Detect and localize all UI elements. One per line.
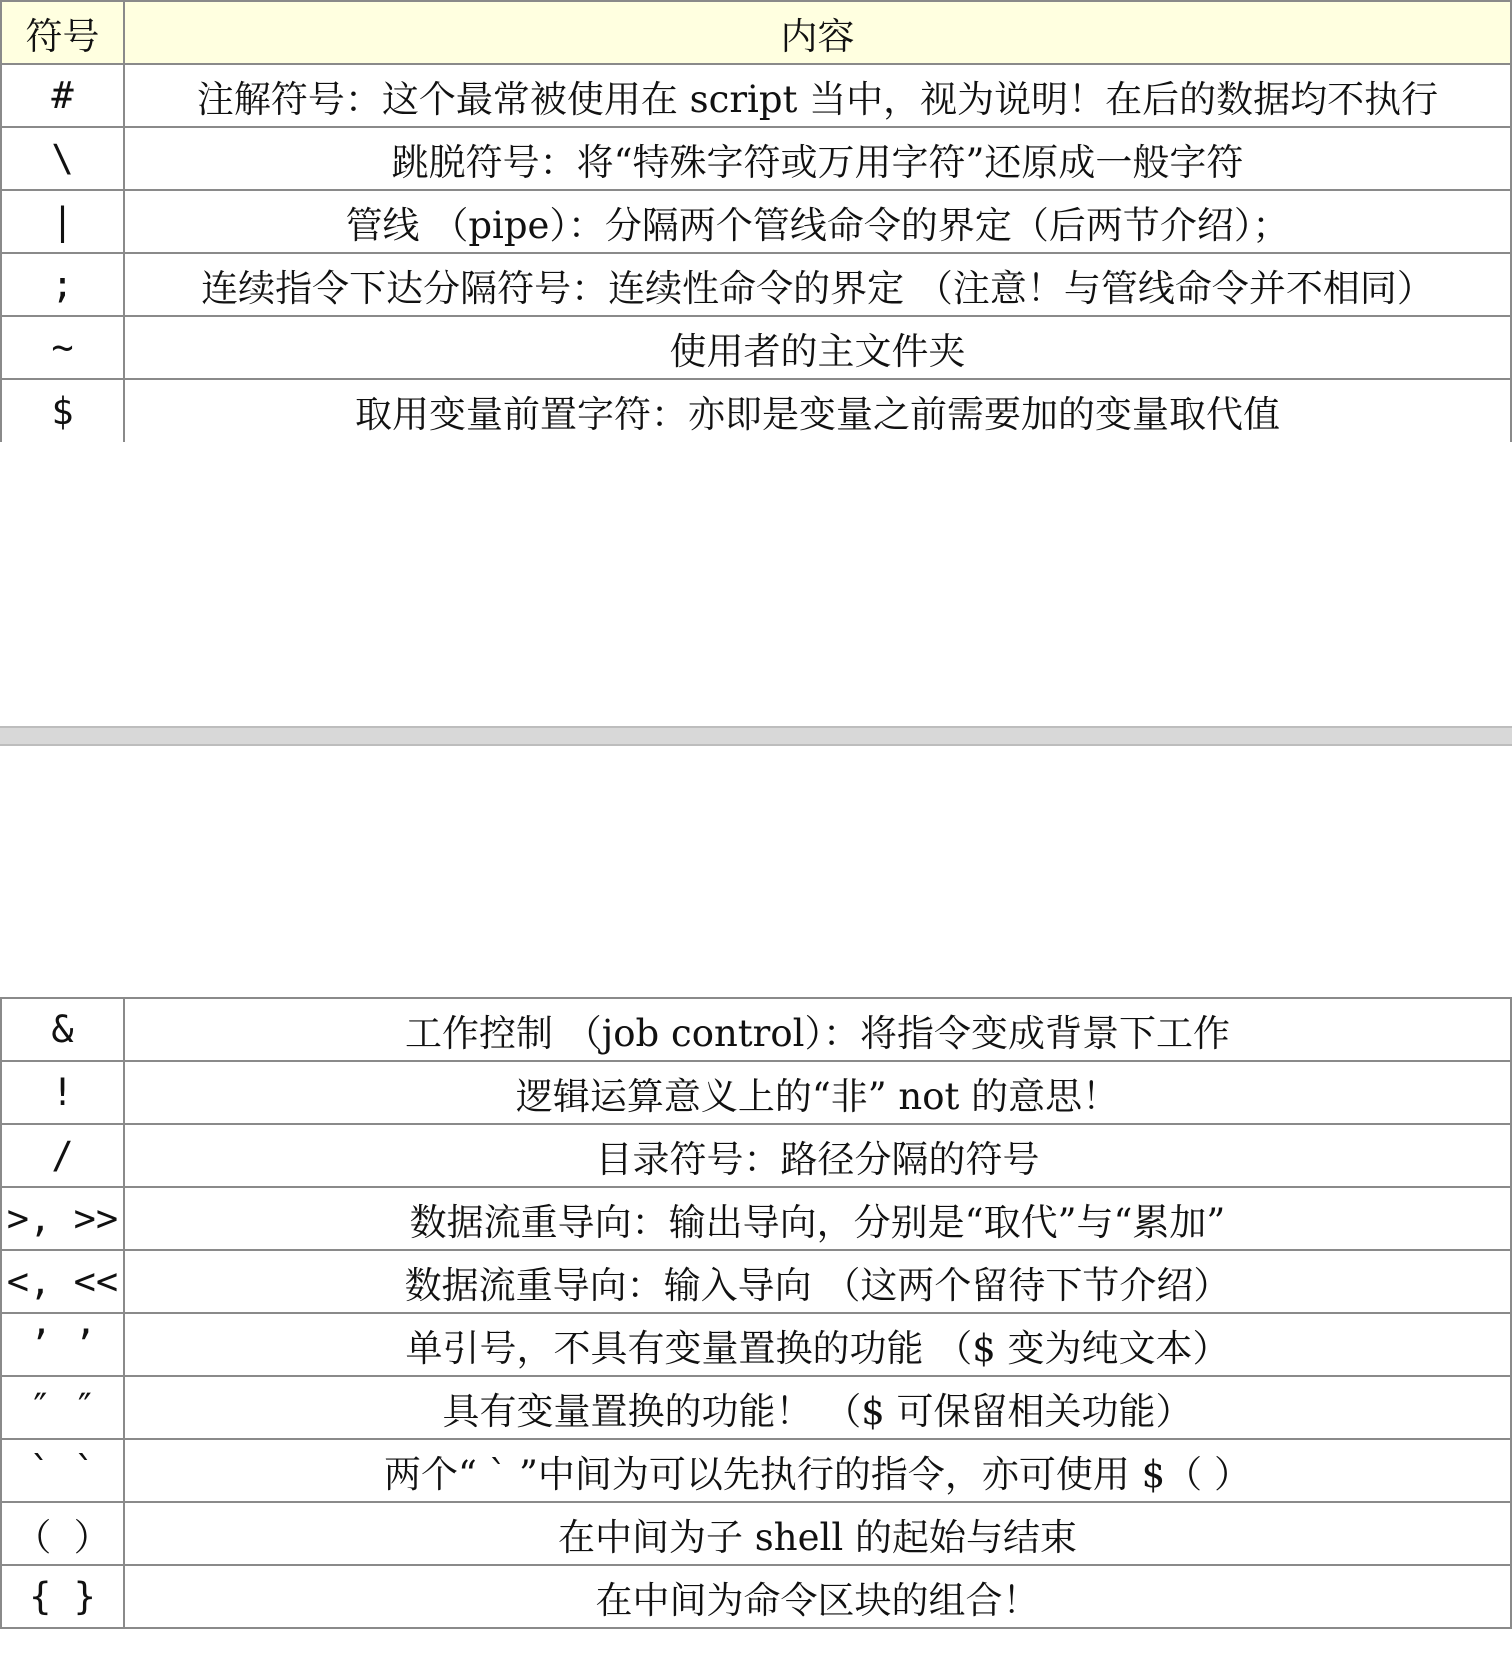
table-header-row [1, 1, 1511, 64]
symbol-cell: <, << [1, 1250, 124, 1313]
table-row [1, 253, 1511, 316]
table-row [1, 64, 1511, 127]
table-row [1, 1565, 1511, 1628]
symbol-cell: ; [1, 253, 124, 316]
content-cell: 数据流重导向：输入导向 （这两个留待下节介绍） [124, 1250, 1511, 1313]
symbol-cell: ’ ’ [1, 1313, 124, 1376]
header-symbol: 符号 [1, 1, 124, 64]
symbol-cell: { } [1, 1565, 124, 1628]
content-cell: 逻辑运算意义上的“非” not 的意思！ [124, 1061, 1511, 1124]
symbol-cell: \ [1, 127, 124, 190]
symbol-cell: ″ ″ [1, 1376, 124, 1439]
table-row [1, 190, 1511, 253]
symbol-cell: / [1, 1124, 124, 1187]
content-cell: 管线 （pipe）：分隔两个管线命令的界定（后两节介绍）； [124, 190, 1511, 253]
content-cell: 注解符号：这个最常被使用在 script 当中，视为说明！在后的数据均不执行 [124, 64, 1511, 127]
content-cell: 具有变量置换的功能！ （$ 可保留相关功能） [124, 1376, 1511, 1439]
content-cell: 使用者的主文件夹 [124, 316, 1511, 379]
table-row [1, 127, 1511, 190]
symbol-table-bottom [0, 997, 1512, 1629]
content-cell: 工作控制 （job control）：将指令变成背景下工作 [124, 998, 1511, 1061]
symbol-cell: $ [1, 379, 124, 442]
content-cell: 跳脱符号：将“特殊字符或万用字符”还原成一般字符 [124, 127, 1511, 190]
table-row [1, 379, 1511, 442]
content-cell: 单引号，不具有变量置换的功能 （$ 变为纯文本） [124, 1313, 1511, 1376]
content-cell: 目录符号：路径分隔的符号 [124, 1124, 1511, 1187]
content-cell: 连续指令下达分隔符号：连续性命令的界定 （注意！与管线命令并不相同） [124, 253, 1511, 316]
symbol-cell: | [1, 190, 124, 253]
table-row [1, 1124, 1511, 1187]
table-row [1, 1439, 1511, 1502]
symbol-cell: ~ [1, 316, 124, 379]
content-cell: 在中间为命令区块的组合！ [124, 1565, 1511, 1628]
symbol-cell: & [1, 998, 124, 1061]
symbol-cell: # [1, 64, 124, 127]
header-content: 内容 [124, 1, 1511, 64]
table-row [1, 998, 1511, 1061]
content-cell: 两个“ ` ”中间为可以先执行的指令，亦可使用 $（ ） [124, 1439, 1511, 1502]
table-row [1, 316, 1511, 379]
symbol-cell: >, >> [1, 1187, 124, 1250]
content-cell: 数据流重导向：输出导向，分别是“取代”与“累加” [124, 1187, 1511, 1250]
content-cell: 取用变量前置字符：亦即是变量之前需要加的变量取代值 [124, 379, 1511, 442]
content-cell: 在中间为子 shell 的起始与结束 [124, 1502, 1511, 1565]
table-row [1, 1502, 1511, 1565]
table-row [1, 1187, 1511, 1250]
symbol-cell: ` ` [1, 1439, 124, 1502]
symbol-cell: ! [1, 1061, 124, 1124]
table-row [1, 1061, 1511, 1124]
table-row [1, 1313, 1511, 1376]
symbol-table-top [0, 0, 1512, 442]
table-body-top [1, 64, 1511, 442]
table-body-bottom [1, 998, 1511, 1628]
table-row [1, 1376, 1511, 1439]
symbol-cell: （ ） [1, 1502, 124, 1565]
page-divider [0, 726, 1512, 746]
table-row [1, 1250, 1511, 1313]
